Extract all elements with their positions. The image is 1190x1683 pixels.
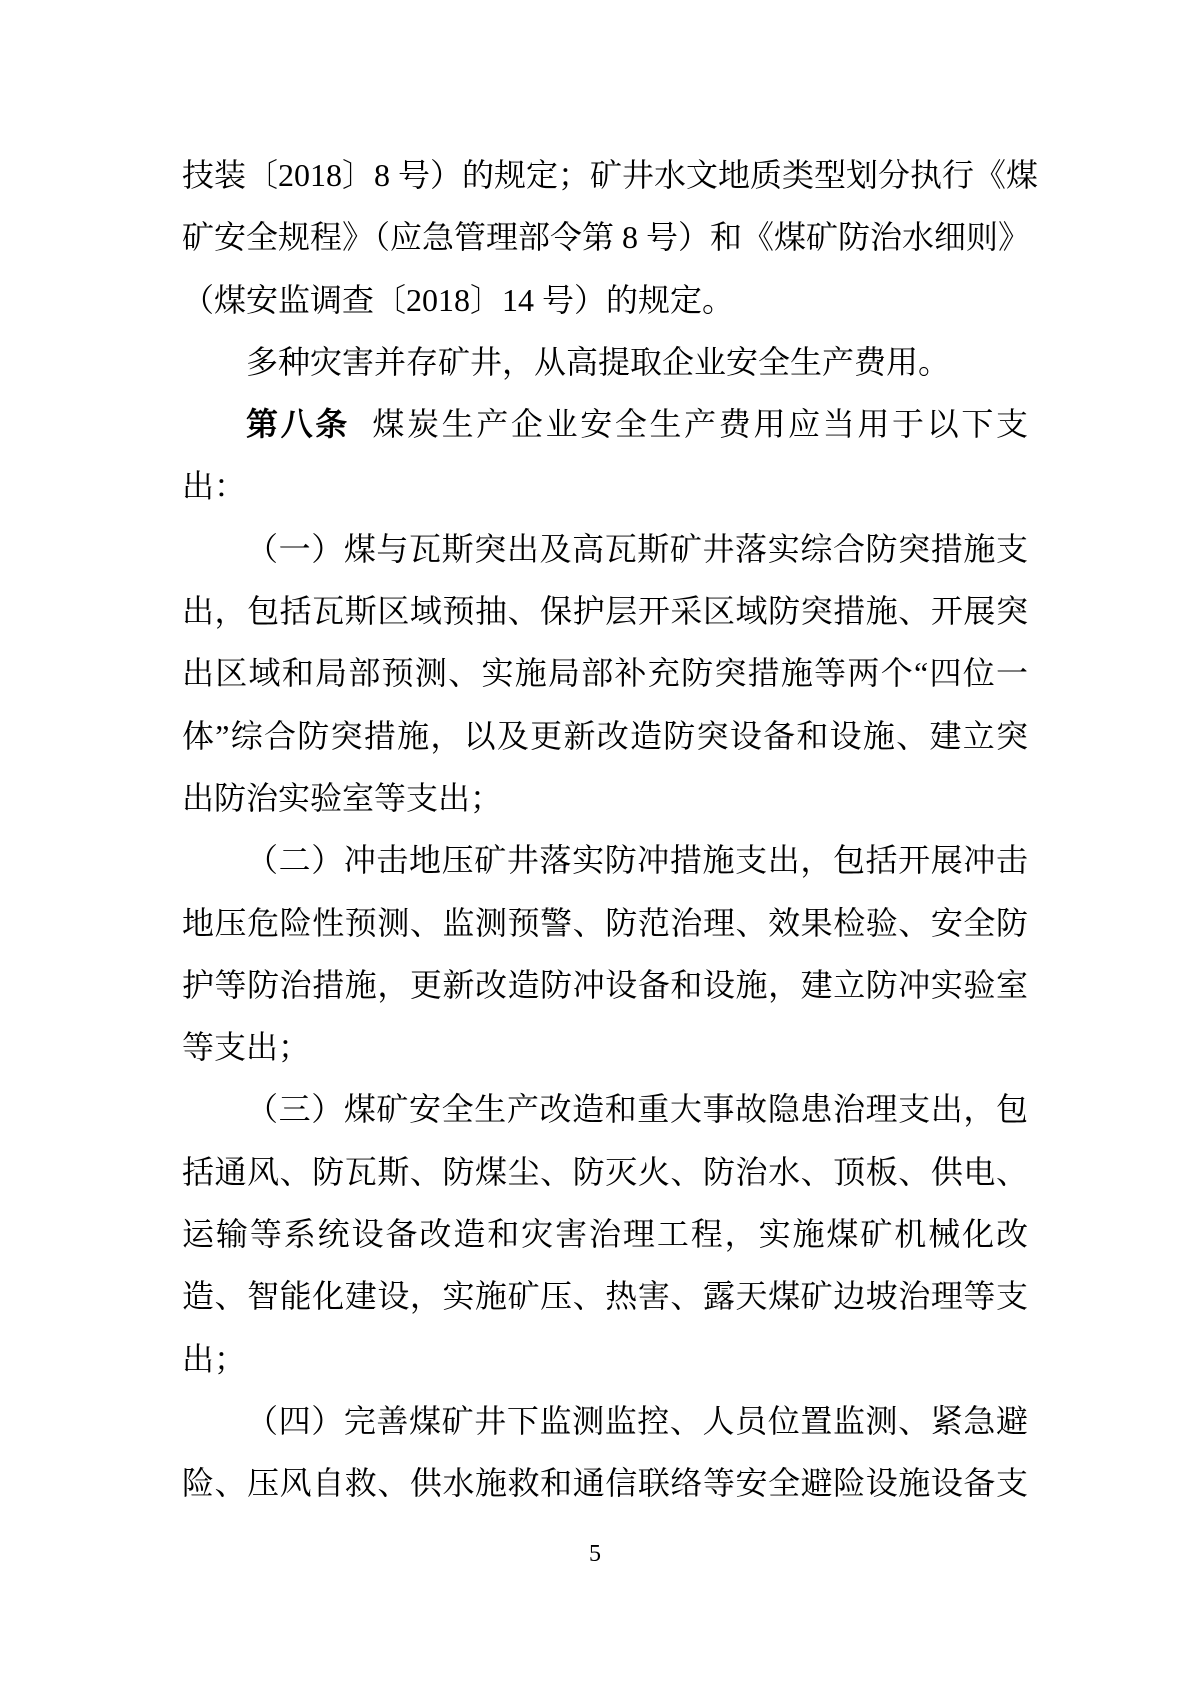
- paragraph-article-8: [182, 393, 1028, 518]
- paragraph-item-3: [182, 1078, 1028, 1389]
- page-number: 5: [589, 1541, 601, 1567]
- text-line: 险、压风自救、供水施救和通信联络等安全避险设施设备支: [182, 1465, 1028, 1502]
- text-line: 出，包括瓦斯区域预抽、保护层开采区域防突措施、开展突: [182, 593, 1028, 630]
- text-line: 出；: [182, 1340, 247, 1377]
- text-line: 技装〔2018〕8 号）的规定；矿井水文地质类型划分执行《煤: [182, 157, 1039, 193]
- text-line: （二）冲击地压矿井落实防冲措施支出，包括开展冲击: [246, 842, 1028, 879]
- text-line: 体”综合防突措施，以及更新改造防突设备和设施、建立突: [182, 717, 1028, 754]
- text-run: 煤炭生产企业安全生产费用应当用于以下支: [372, 406, 1028, 443]
- paragraph-item-4: [182, 1390, 1028, 1515]
- text-line: 出防治实验室等支出；: [182, 779, 503, 816]
- text-line: （煤安监调查〔2018〕14 号）的规定。: [182, 281, 735, 318]
- text-line: （四）完善煤矿井下监测监控、人员位置监测、紧急避: [246, 1402, 1028, 1439]
- paragraph-multiple-disasters: [182, 331, 1028, 393]
- text-line: 出区域和局部预测、实施局部补充防突措施等两个“四位一: [182, 655, 1028, 692]
- text-line: 出：: [182, 468, 247, 505]
- text-line: 括通风、防瓦斯、防煤尘、防灭火、防治水、顶板、供电、: [182, 1153, 1028, 1190]
- article-number-label: 第八条: [246, 406, 350, 443]
- text-line: （三）煤矿安全生产改造和重大事故隐患治理支出，包: [246, 1091, 1028, 1128]
- paragraph-item-1: [182, 518, 1028, 829]
- text-line: 护等防治措施，更新改造防冲设备和设施，建立防冲实验室: [182, 966, 1028, 1003]
- text-line: 多种灾害并存矿井，从高提取企业安全生产费用。: [246, 343, 951, 380]
- text-line: 运输等系统设备改造和灾害治理工程，实施煤矿机械化改: [182, 1216, 1028, 1253]
- text-line: 等支出；: [182, 1029, 311, 1066]
- text-line: 地压危险性预测、监测预警、防范治理、效果检验、安全防: [182, 904, 1028, 941]
- paragraph-item-2: [182, 829, 1028, 1078]
- document-body: [182, 144, 1039, 1515]
- text-line: [182, 393, 1028, 455]
- paragraph-regulation-references: [182, 144, 1039, 331]
- text-line: 造、智能化建设，实施矿压、热害、露天煤矿边坡治理等支: [182, 1278, 1028, 1315]
- text-line: （一）煤与瓦斯突出及高瓦斯矿井落实综合防突措施支: [246, 530, 1028, 567]
- text-line: 矿安全规程》（应急管理部令第 8 号）和《煤矿防治水细则》: [182, 219, 1031, 256]
